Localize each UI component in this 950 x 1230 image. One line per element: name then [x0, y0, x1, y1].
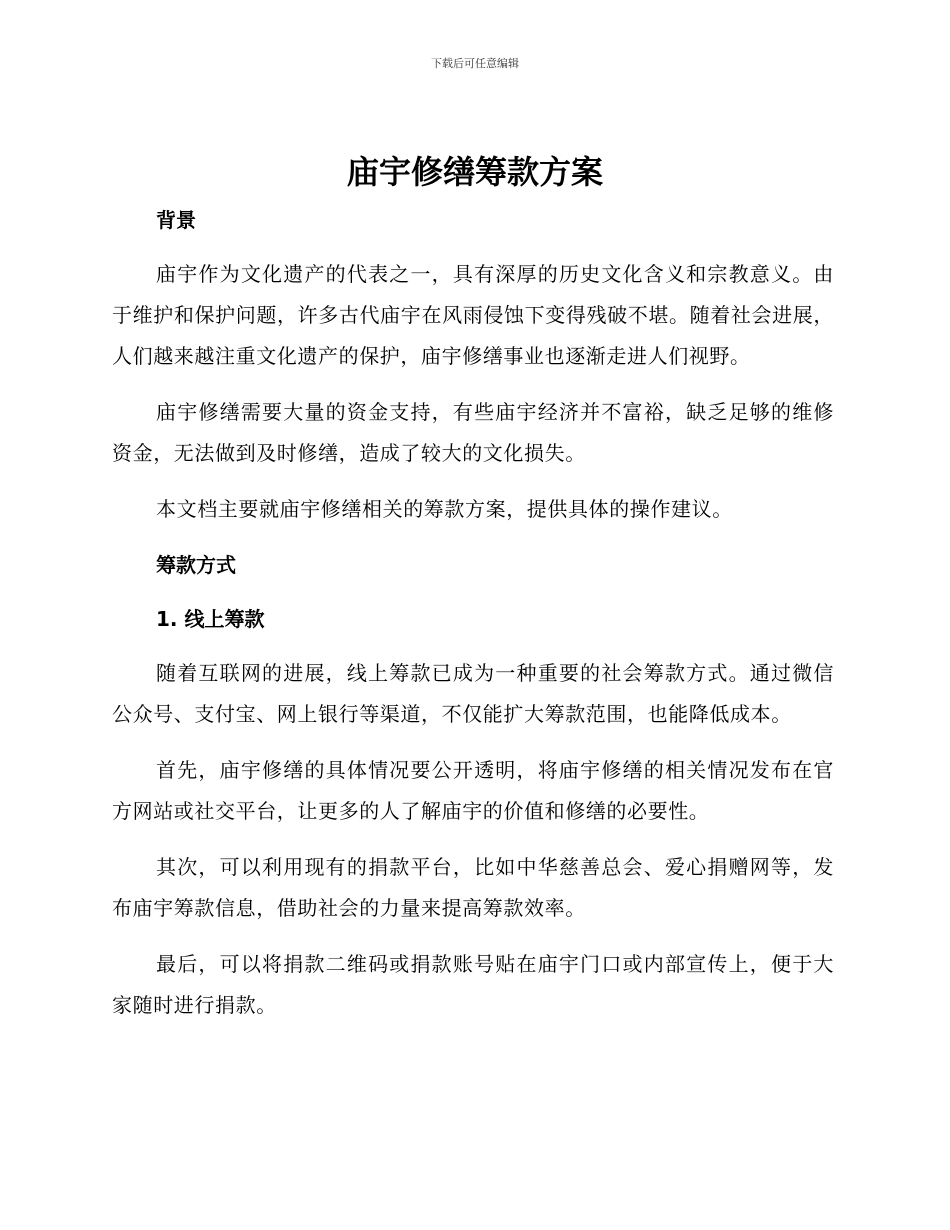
paragraph-online-3: 其次，可以利用现有的捐款平台，比如中华慈善总会、爱心捐赠网等，发布庙宇筹款信息，借助社会的力量来提高筹款效率。 — [112, 855, 834, 920]
document-title: 庙宇修缮筹款方案 — [346, 153, 603, 191]
section-heading-methods: 筹款方式 — [156, 553, 236, 577]
paragraph-background-1: 庙宇作为文化遗产的代表之一，具有深厚的历史文化含义和宗教意义。由于维护和保护问题，许多古代庙宇在风雨侵蚀下变得残破不堪。随着社会进展，人们越来越注重文化遗产的保护，庙宇修缮事业也逐渐走进人们视野。 — [112, 262, 834, 368]
paragraph-online-2: 首先，庙宇修缮的具体情况要公开透明，将庙宇修缮的相关情况发布在官方网站或社交平台，让更多的人了解庙宇的价值和修缮的必要性。 — [112, 758, 834, 823]
paragraph-background-2: 庙宇修缮需要大量的资金支持，有些庙宇经济并不富裕，缺乏足够的维修资金，无法做到及时修缮，造成了较大的文化损失。 — [112, 400, 834, 465]
subsection-heading-online: 1. 线上筹款 — [156, 607, 265, 631]
paragraph-background-3: 本文档主要就庙宇修缮相关的筹款方案，提供具体的操作建议。 — [156, 497, 733, 521]
section-heading-background: 背景 — [156, 208, 196, 232]
document-body — [112, 200, 834, 1026]
header-note: 下载后可任意编辑 — [431, 57, 519, 70]
paragraph-online-4: 最后，可以将捐款二维码或捐款账号贴在庙宇门口或内部宣传上，便于大家随时进行捐款。 — [112, 952, 834, 1017]
paragraph-online-1: 随着互联网的进展，线上筹款已成为一种重要的社会筹款方式。通过微信公众号、支付宝、网上银行等渠道，不仅能扩大筹款范围，也能降低成本。 — [112, 661, 834, 726]
